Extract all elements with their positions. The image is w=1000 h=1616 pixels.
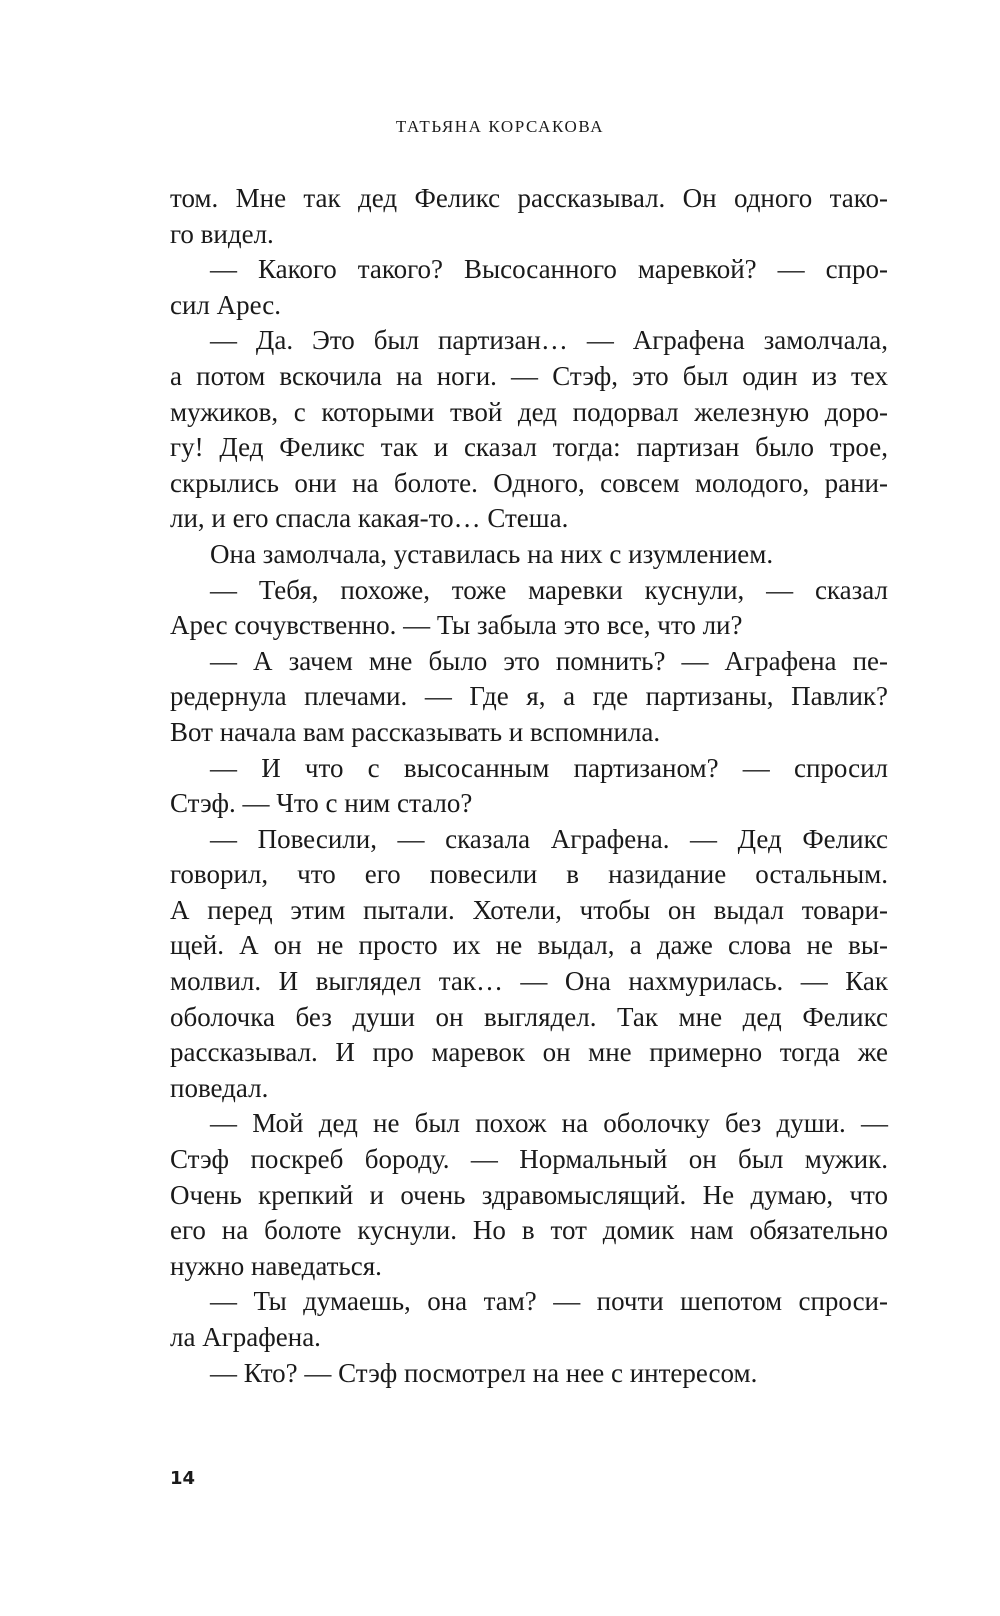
text-line: ла Аграфена.: [170, 1322, 321, 1352]
text-line: том. Мне так дед Феликс рассказывал. Он одного тако-: [170, 183, 888, 213]
text-line: А перед этим пытали. Хотели, чтобы он выдал товари-: [170, 894, 888, 925]
text-line: — И что с высосанным партизаном? — спросил: [210, 752, 888, 783]
text-line: — Кто? — Стэф посмотрел на нее с интересом.: [210, 1357, 758, 1388]
text-line: — Какого такого? Высосанного маревкой? — спро-: [210, 254, 888, 285]
text-line: — А зачем мне было это помнить? — Аграфена пе-: [210, 645, 888, 676]
text-line: оболочка без души он выглядел. Так мне дед Феликс: [170, 1001, 888, 1032]
text-line: Она замолчала, уставилась на них с изумлением.: [210, 538, 774, 569]
text-line: Стэф. — Что с ним стало?: [170, 788, 473, 819]
body-text: [170, 181, 888, 1391]
text-line: молвил. И выглядел так… — Она нахмурилась. — Как: [170, 966, 888, 997]
text-line: сил Арес.: [170, 289, 282, 320]
text-line: Арес сочувственно. — Ты забыла это все, что ли?: [170, 610, 743, 641]
text-line: — Ты думаешь, она там? — почти шепотом спроси-: [210, 1286, 888, 1317]
text-line: нужно наведаться.: [170, 1250, 382, 1281]
text-line: мужиков, с которыми твой дед подорвал железную доро-: [170, 396, 888, 427]
page-number: 14: [170, 1468, 196, 1489]
text-line: редернула плечами. — Где я, а где партизаны, Павлик?: [170, 681, 888, 712]
running-head: ТАТЬЯНА КОРСАКОВА: [395, 117, 605, 136]
text-line: а потом вскочила на ноги. — Стэф, это был один из тех: [170, 360, 888, 391]
text-line: его на болоте куснули. Но в тот домик нам обязательно: [170, 1215, 888, 1246]
text-line: Очень крепкий и очень здравомыслящий. Не думаю, что: [170, 1179, 888, 1210]
text-line: — Тебя, похоже, тоже маревки куснули, — сказал: [210, 574, 888, 605]
text-line: Вот начала вам рассказывать и вспомнила.: [170, 716, 661, 747]
text-line: рассказывал. И про маревок он мне примерно тогда же: [170, 1037, 888, 1068]
text-line: го видел.: [170, 218, 274, 249]
text-line: скрылись они на болоте. Одного, совсем молодого, рани-: [170, 467, 888, 498]
text-line: говорил, что его повесили в назидание остальным.: [170, 859, 888, 890]
text-line: Стэф поскреб бороду. — Нормальный он был мужик.: [170, 1144, 888, 1175]
text-line: — Да. Это был партизан… — Аграфена замолчала,: [210, 325, 888, 356]
text-line: поведал.: [170, 1072, 269, 1103]
text-line: гу! Дед Феликс так и сказал тогда: партизан было трое,: [170, 432, 888, 463]
text-line: — Мой дед не был похож на оболочку без души. —: [210, 1108, 888, 1139]
text-line: ли, и его спасла какая-то… Стеша.: [170, 503, 569, 534]
text-line: щей. А он не просто их не выдал, а даже слова не вы-: [170, 930, 888, 961]
text-line: — Повесили, — сказала Аграфена. — Дед Феликс: [210, 823, 888, 854]
